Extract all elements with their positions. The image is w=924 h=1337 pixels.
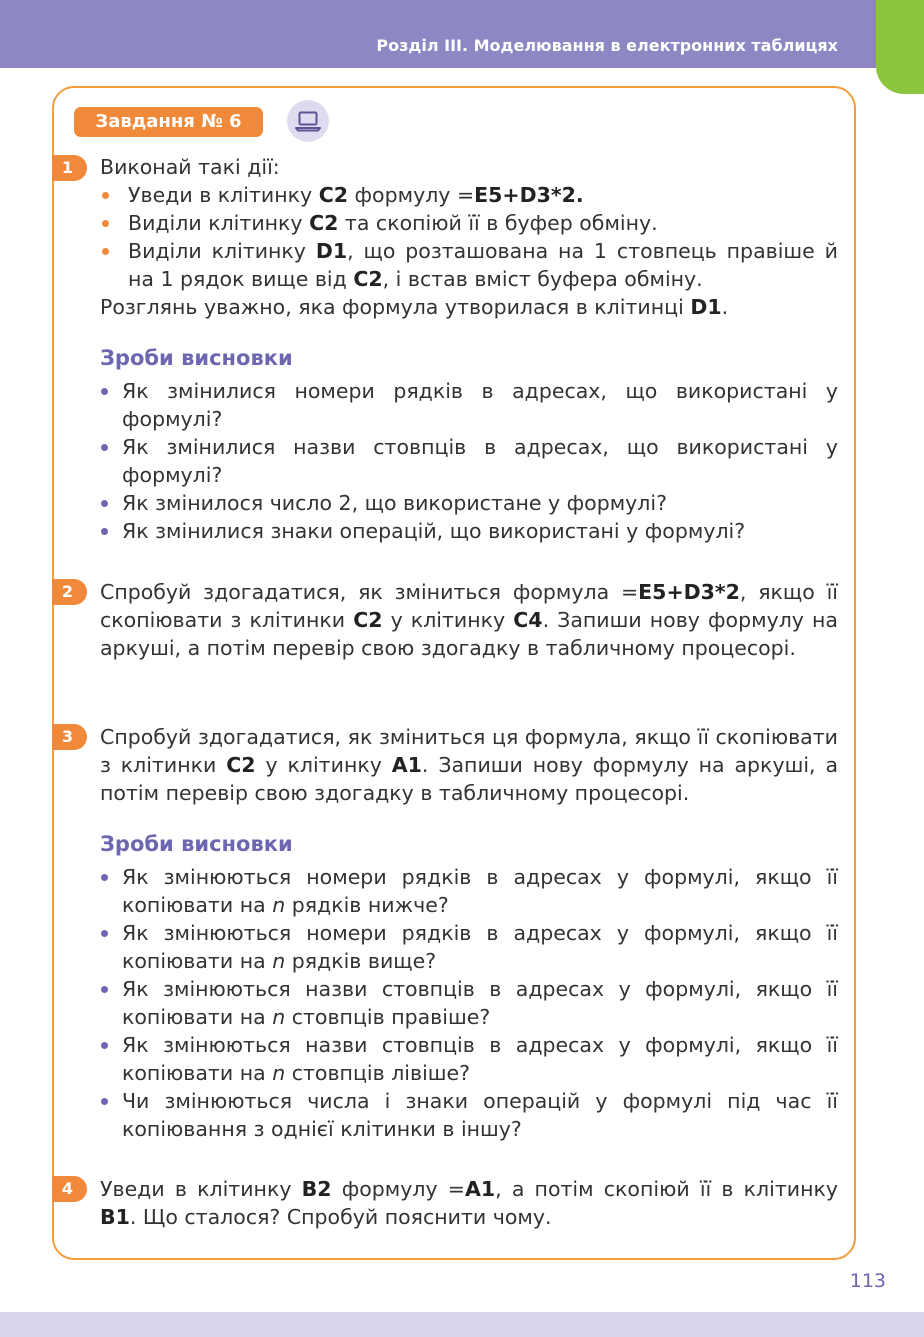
text: рядків вище? — [285, 949, 437, 973]
variable: n — [272, 893, 286, 917]
cell-ref: C2 — [353, 608, 383, 632]
item-3 — [100, 723, 838, 807]
footer-bar — [0, 1312, 924, 1337]
conclusion-item — [100, 919, 838, 975]
cell-ref: D1 — [315, 239, 348, 263]
text: Виділи клітинку — [128, 211, 310, 235]
text: Як змінюються назви стовпців в адресах у формулі, якщо її копіювати на — [122, 1033, 838, 1085]
conclusions-list — [100, 863, 838, 1143]
text: Спробуй здогадатися, як зміниться ця формула, якщо її скопіювати з клітинки — [100, 725, 838, 777]
chapter-tab — [876, 0, 924, 94]
item-1-steps — [100, 181, 838, 293]
cell-ref: A1 — [391, 753, 422, 777]
formula: E5+D3*2. — [474, 183, 584, 207]
cell-ref: C2 — [318, 183, 348, 207]
cell-ref: C2 — [226, 753, 256, 777]
text: . — [721, 295, 729, 319]
item-number-3: 3 — [52, 724, 87, 750]
cell-ref: B1 — [100, 1205, 130, 1229]
variable: n — [272, 1061, 286, 1085]
text: Розглянь уважно, яка формула утворилася в клітинці — [100, 295, 691, 319]
text: . Що сталося? Спробуй пояснити чому. — [129, 1205, 552, 1229]
conclusion-item — [100, 975, 838, 1031]
cell-ref: B2 — [301, 1177, 332, 1201]
text: , а потім скопіюй її в клітинку — [495, 1177, 838, 1201]
text: та скопіюй її в буфер обміну. — [338, 211, 658, 235]
variable: n — [272, 949, 286, 973]
text: стовпців лівіше? — [285, 1061, 471, 1085]
text: Як змінюються номери рядків в адресах у формулі, якщо її копіювати на — [122, 865, 838, 917]
conclusion-item: Як змінилися знаки операцій, що використані у формулі? — [100, 517, 838, 545]
conclusion-item: Як змінилося число 2, що використане у формулі? — [100, 489, 838, 517]
page-number: 113 — [849, 1270, 886, 1292]
item-1-intro: Виконай такі дії: — [100, 155, 280, 179]
item-1 — [100, 153, 838, 321]
text: формулу = — [348, 183, 475, 207]
item-4 — [100, 1175, 838, 1231]
step-3 — [100, 237, 838, 293]
conclusion-item — [100, 863, 838, 919]
conclusions-title: Зроби висновки — [100, 346, 293, 370]
cell-ref: A1 — [464, 1177, 496, 1201]
text: . Запиши нову формулу на аркуші, а потім перевір свою здогадку в табличному процесорі. — [100, 753, 839, 805]
laptop-icon — [287, 100, 329, 142]
text: у клітинку — [382, 608, 514, 632]
text: , якщо її скопіювати з клітинки — [100, 580, 838, 632]
conclusion-item — [100, 1031, 838, 1087]
step-2 — [100, 209, 838, 237]
conclusion-item: Як змінилися назви стовпців в адресах, що використані у формулі? — [100, 433, 838, 489]
cell-ref: C2 — [309, 211, 339, 235]
cell-ref: C4 — [513, 608, 543, 632]
text: Виділи клітинку — [128, 239, 316, 263]
text: Уведи в клітинку — [128, 183, 319, 207]
item-number-2: 2 — [52, 579, 87, 605]
task-badge: Завдання № 6 — [74, 107, 263, 137]
text: стовпців правіше? — [285, 1005, 491, 1029]
text: формулу = — [331, 1177, 465, 1201]
conclusions-title: Зроби висновки — [100, 832, 293, 856]
conclusions-list — [100, 377, 838, 545]
formula: E5+D3*2 — [638, 580, 740, 604]
conclusions-3 — [100, 829, 838, 1143]
text: у клітинку — [255, 753, 392, 777]
variable: n — [272, 1005, 286, 1029]
step-1 — [100, 181, 838, 209]
text: . Запиши нову формулу на аркуші, а потім перевір свою здогадку в табличному процесорі. — [100, 608, 838, 660]
text: Чи змінюються числа і знаки операцій у формулі під час її копіювання з однієї клітинки в іншу? — [122, 1089, 838, 1141]
item-number-4: 4 — [52, 1176, 87, 1202]
item-2 — [100, 578, 838, 662]
conclusions-1 — [100, 343, 838, 545]
text: Як змінюються назви стовпців в адресах у формулі, якщо її копіювати на — [122, 977, 838, 1029]
item-number-1: 1 — [52, 155, 87, 181]
text: , що розташована на 1 стовпець правіше й на 1 рядок вище від — [128, 239, 838, 291]
header-bar — [0, 0, 876, 68]
item-1-outro — [100, 293, 838, 321]
text: Уведи в клітинку — [100, 1177, 302, 1201]
conclusion-item — [100, 1087, 838, 1143]
text: Спробуй здогадатися, як зміниться формула = — [100, 580, 639, 604]
cell-ref: D1 — [690, 295, 722, 319]
text: Як змінюються номери рядків в адресах у формулі, якщо її копіювати на — [122, 921, 838, 973]
text: рядків нижче? — [285, 893, 449, 917]
cell-ref: C2 — [353, 267, 383, 291]
text: , і встав вміст буфера обміну. — [382, 267, 703, 291]
conclusion-item: Як змінилися номери рядків в адресах, що використані у формулі? — [100, 377, 838, 433]
chapter-title: Розділ ІІІ. Моделювання в електронних таблицях — [376, 36, 838, 55]
